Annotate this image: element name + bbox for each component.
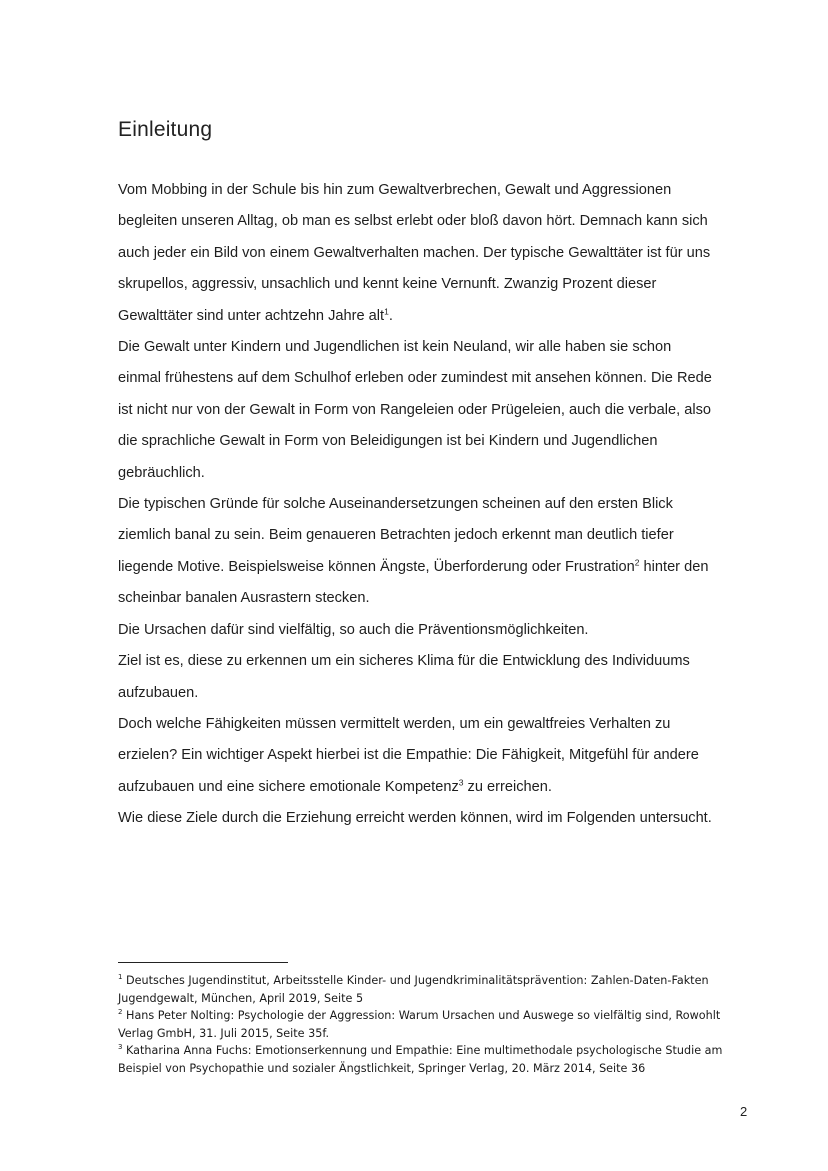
footnote-line: Jugendgewalt, München, April 2019, Seite 5 xyxy=(118,991,364,1005)
footnote-number: 1 xyxy=(118,973,123,982)
footnote-3 xyxy=(118,1042,758,1077)
body-line: aufzubauen. xyxy=(118,684,199,701)
footnote-ref-1: 1 xyxy=(384,306,389,317)
body-line: Doch welche Fähigkeiten müssen vermittelt werden, um ein gewaltfreies Verhalten zu xyxy=(118,715,671,732)
body-line: scheinbar banalen Ausrastern stecken. xyxy=(118,590,370,607)
body-line: skrupellos, aggressiv, unsachlich und kennt keine Vernunft. Zwanzig Prozent dieser xyxy=(118,276,657,293)
body-line: Vom Mobbing in der Schule bis hin zum Gewaltverbrechen, Gewalt und Aggressionen xyxy=(118,182,672,198)
body-line: erzielen? Ein wichtiger Aspekt hierbei ist die Empathie: Die Fähigkeit, Mitgefühl für andere xyxy=(118,747,699,764)
body-line: auch jeder ein Bild von einem Gewaltverhalten machen. Der typische Gewalttäter ist für uns xyxy=(118,244,711,261)
page-number: 2 xyxy=(740,1104,748,1119)
body-line xyxy=(118,301,758,332)
body-line: Die Gewalt unter Kindern und Jugendlichen ist kein Neuland, wir alle haben sie schon xyxy=(118,339,672,356)
footnote-ref-2: 2 xyxy=(634,557,640,568)
section-heading: Einleitung xyxy=(118,118,213,141)
footnote-number: 2 xyxy=(118,1008,123,1017)
footnote-text: Hans Peter Nolting: Psychologie der Aggression: Warum Ursachen und Auswege so vielfältig sind, Rowohlt xyxy=(126,1009,721,1023)
footnotes xyxy=(118,972,758,1078)
footnote-number: 3 xyxy=(118,1043,123,1052)
footnote-text: Katharina Anna Fuchs: Emotionserkennung und Empathie: Eine multimethodale psychologische Studie am xyxy=(126,1044,723,1058)
body-line-text: zu erreichen. xyxy=(463,778,552,795)
body-line: Wie diese Ziele durch die Erziehung erreicht werden können, wird im Folgenden untersucht. xyxy=(118,810,712,827)
body-line: ist nicht nur von der Gewalt in Form von Rangeleien oder Prügeleien, auch die verbale, also xyxy=(118,401,711,418)
body-line: Die Ursachen dafür sind vielfältig, so auch die Präventionsmöglichkeiten. xyxy=(118,621,589,638)
body-line: Die typischen Gründe für solche Auseinandersetzungen scheinen auf den ersten Blick xyxy=(118,496,673,513)
body-line-text: Gewalttäter sind unter achtzehn Jahre alt xyxy=(118,307,385,324)
footnote-text: Deutsches Jugendinstitut, Arbeitsstelle Kinder- und Jugendkriminalitätsprävention: Zahlen-Daten-Fakten xyxy=(126,974,709,987)
footnote-2 xyxy=(118,1007,758,1042)
footnote-line xyxy=(118,1007,758,1025)
body-line-text: hinter den xyxy=(639,558,709,575)
body-line: gebräuchlich. xyxy=(118,464,205,481)
body-line: ziemlich banal zu sein. Beim genaueren Betrachten jedoch erkennt man deutlich tiefer xyxy=(118,527,674,544)
footnote-line xyxy=(118,972,758,990)
footnote-ref-3: 3 xyxy=(458,777,464,788)
body-line-text: aufzubauen und eine sichere emotionale Kompetenz xyxy=(118,778,459,795)
body-line: Ziel ist es, diese zu erkennen um ein sicheres Klima für die Entwicklung des Individuums xyxy=(118,653,690,670)
body-text xyxy=(118,175,758,835)
footnote-1 xyxy=(118,972,758,1007)
body-line: einmal frühestens auf dem Schulhof erleben oder zumindest mit ansehen können. Die Rede xyxy=(118,370,712,387)
body-line: begleiten unseren Alltag, ob man es selbst erlebt oder bloß davon hört. Demnach kann sich xyxy=(118,213,708,230)
footnote-divider xyxy=(118,962,288,963)
footnote-line: Verlag GmbH, 31. Juli 2015, Seite 35f. xyxy=(118,1026,330,1040)
body-line xyxy=(118,772,758,803)
footnote-line xyxy=(118,1042,758,1060)
body-line-text: . xyxy=(388,307,393,324)
body-line xyxy=(118,552,758,583)
body-line: die sprachliche Gewalt in Form von Beleidigungen ist bei Kindern und Jugendlichen xyxy=(118,433,658,450)
body-line-text: liegende Motive. Beispielsweise können Ängste, Überforderung oder Frustration xyxy=(118,558,635,575)
footnote-line: Beispiel von Psychopathie und sozialer Ängstlichkeit, Springer Verlag, 20. März 2014, Seite 36 xyxy=(118,1061,646,1075)
